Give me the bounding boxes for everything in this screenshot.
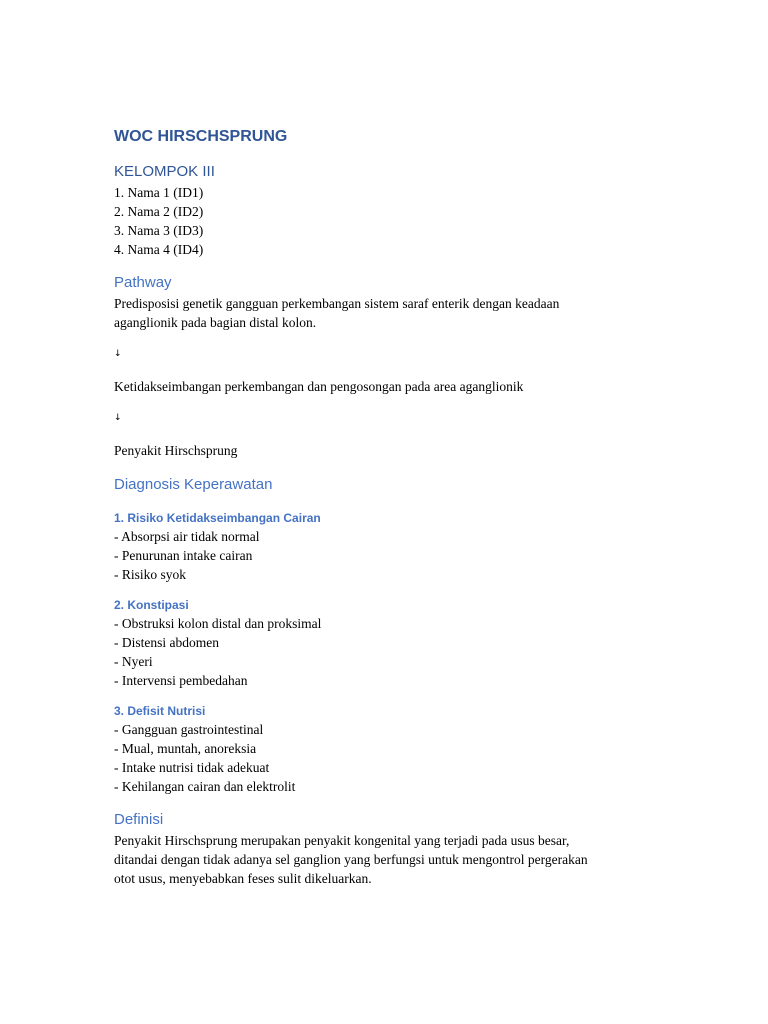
diagnosis-point: - Penurunan intake cairan	[114, 548, 253, 563]
diagnosis-item	[114, 509, 654, 584]
definisi-text-line: otot usus, menyebabkan feses sulit dikeluarkan.	[114, 871, 372, 886]
diagnosis-point: - Risiko syok	[114, 567, 187, 582]
diagnosis-point: - Mual, muntah, anoreksia	[114, 741, 257, 756]
document-title: WOC HIRSCHSPRUNG	[114, 128, 288, 145]
member-item: 3. Nama 3 (ID3)	[114, 223, 204, 238]
pathway-heading: Pathway	[114, 274, 172, 291]
diagnosis-item	[114, 596, 654, 690]
document-page	[114, 124, 654, 888]
diagnosis-point: - Distensi abdomen	[114, 635, 219, 650]
member-list	[114, 183, 654, 259]
diagnosis-point: - Nyeri	[114, 654, 153, 669]
definisi-text-line: Penyakit Hirschsprung merupakan penyakit kongenital yang terjadi pada usus besar,	[114, 833, 570, 848]
diagnosis-item	[114, 702, 654, 796]
down-arrow-icon: ↓	[114, 349, 122, 359]
definisi-text-line: ditandai dengan tidak adanya sel ganglion yang berfungsi untuk mengontrol pergerakan	[114, 852, 588, 867]
diagnosis-point: - Intervensi pembedahan	[114, 673, 248, 688]
pathway-step-1-line-1: Predisposisi genetik gangguan perkembangan sistem saraf enterik dengan keadaan	[114, 296, 560, 311]
member-item: 1. Nama 1 (ID1)	[114, 185, 204, 200]
diagnosis-heading: Diagnosis Keperawatan	[114, 476, 273, 493]
diagnosis-title: 1. Risiko Ketidakseimbangan Cairan	[114, 511, 321, 525]
diagnosis-point: - Intake nutrisi tidak adekuat	[114, 760, 270, 775]
kelompok-heading: KELOMPOK III	[114, 163, 215, 180]
diagnosis-point: - Gangguan gastrointestinal	[114, 722, 264, 737]
diagnosis-point: - Obstruksi kolon distal dan proksimal	[114, 616, 322, 631]
pathway-step-3: Penyakit Hirschsprung	[114, 443, 238, 458]
down-arrow-icon: ↓	[114, 413, 122, 423]
diagnosis-title: 3. Defisit Nutrisi	[114, 704, 206, 718]
member-item: 2. Nama 2 (ID2)	[114, 204, 204, 219]
diagnosis-title: 2. Konstipasi	[114, 598, 189, 612]
pathway-step-2: Ketidakseimbangan perkembangan dan pengosongan pada area aganglionik	[114, 379, 524, 394]
diagnosis-point: - Kehilangan cairan dan elektrolit	[114, 779, 296, 794]
member-item: 4. Nama 4 (ID4)	[114, 242, 204, 257]
definisi-heading: Definisi	[114, 811, 164, 828]
pathway-step-1-line-2: aganglionik pada bagian distal kolon.	[114, 315, 317, 330]
diagnosis-point: - Absorpsi air tidak normal	[114, 529, 260, 544]
